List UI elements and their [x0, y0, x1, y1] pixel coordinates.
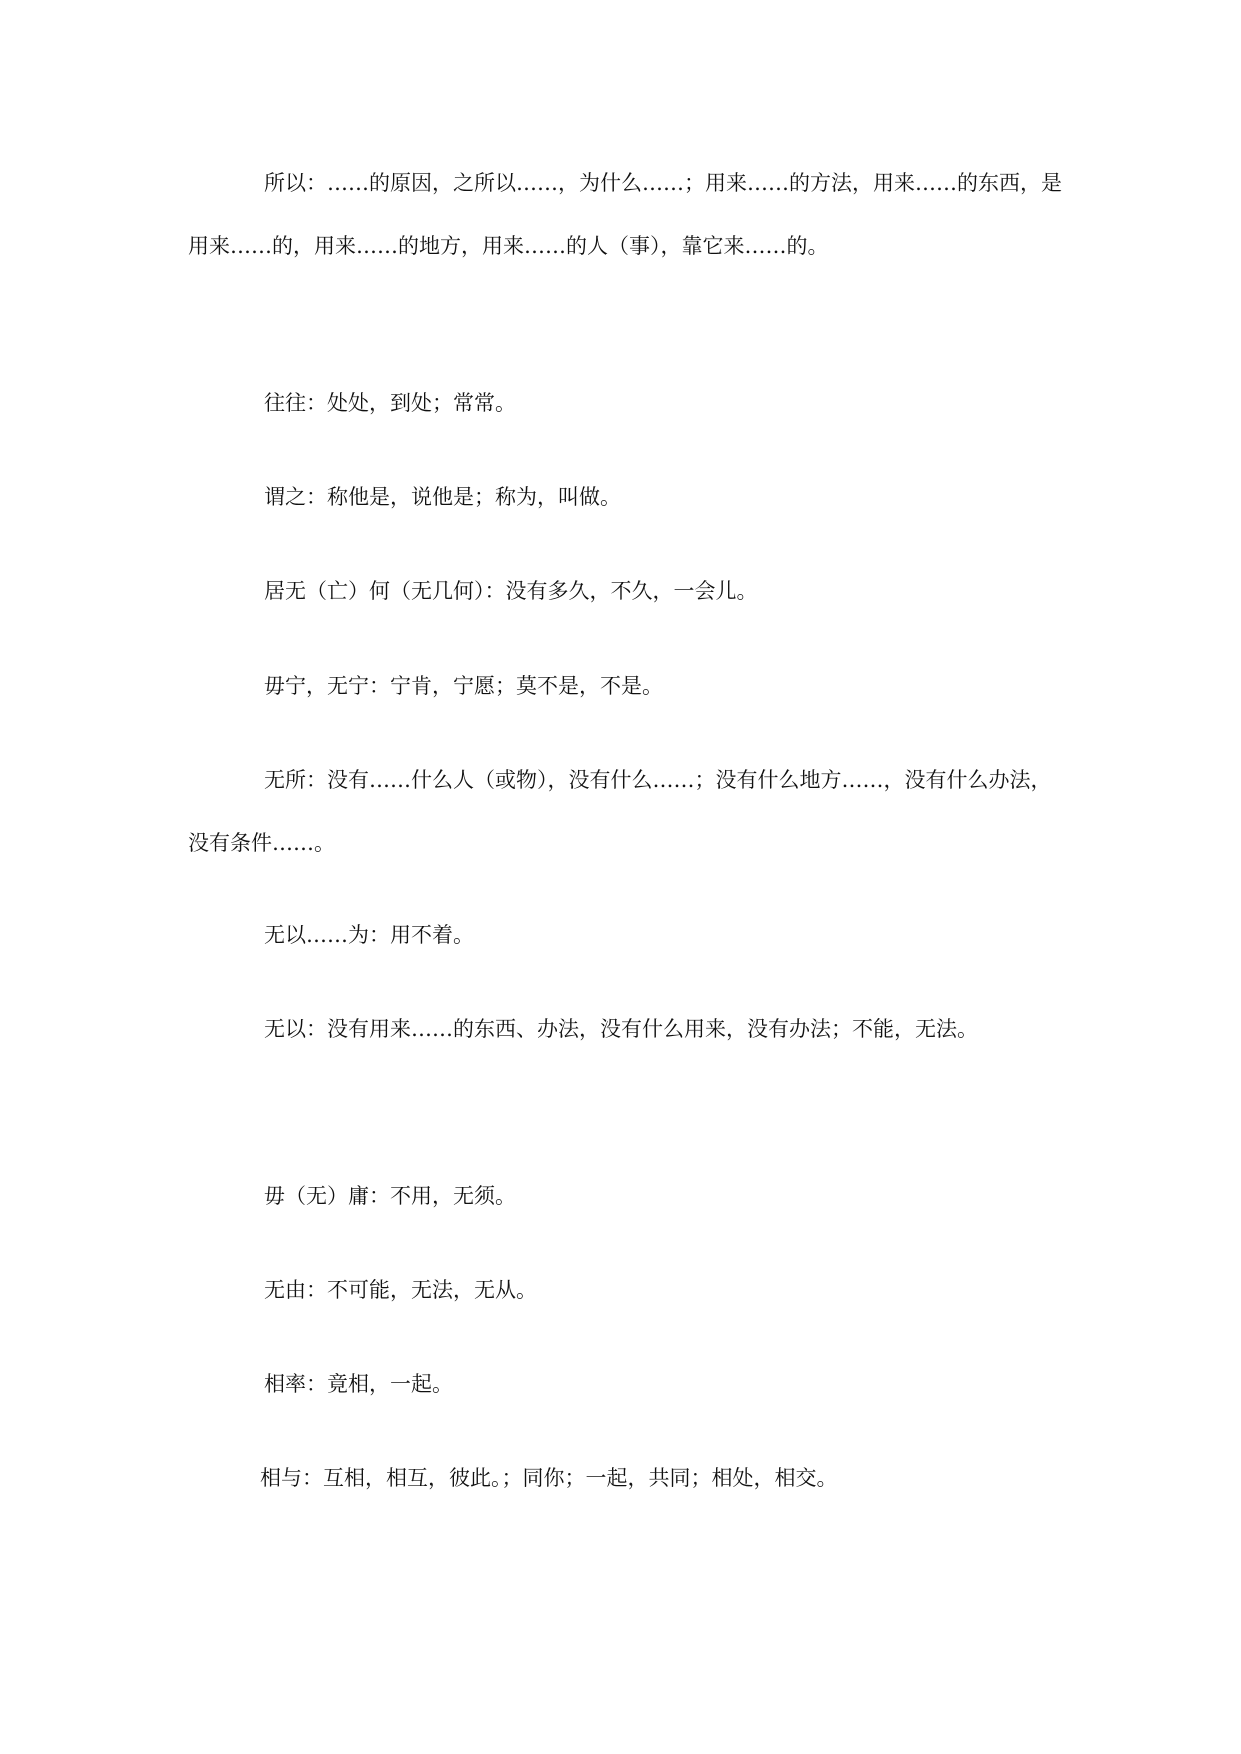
entry-wangwang: 往往：处处，到处；常常。: [264, 391, 516, 415]
entry-weizhi: 谓之：称他是，说他是；称为，叫做。: [264, 485, 621, 509]
entry-suoyi: 所以：……的原因，之所以……，为什么……；用来……的方法，用来……的东西，是用来……的，用来……的地方，用来……的人（事），靠它来……的。: [188, 171, 1062, 258]
entry-wuyong: 毋（无）庸：不用，无须。: [264, 1184, 516, 1208]
entry-xiangyu: 相与：互相，相互，彼此。；同你；一起，共同；相处，相交。: [260, 1466, 838, 1490]
entry-wuyou: 无由：不可能，无法，无从。: [264, 1278, 537, 1302]
entry-wusuo: 无所：没有……什么人（或物），没有什么……；没有什么地方……，没有什么办法，没有条件……。: [188, 768, 1052, 855]
entry-wuning: 毋宁，无宁：宁肯，宁愿；莫不是，不是。: [264, 674, 663, 698]
entry-wuyiwei: 无以……为：用不着。: [264, 923, 474, 947]
entry-juwuhe: 居无（亡）何（无几何）：没有多久，不久，一会儿。: [264, 579, 758, 603]
entry-xianglv: 相率：竟相，一起。: [264, 1372, 453, 1396]
entry-wuyi: 无以：没有用来……的东西、办法，没有什么用来，没有办法；不能，无法。: [264, 1017, 978, 1041]
